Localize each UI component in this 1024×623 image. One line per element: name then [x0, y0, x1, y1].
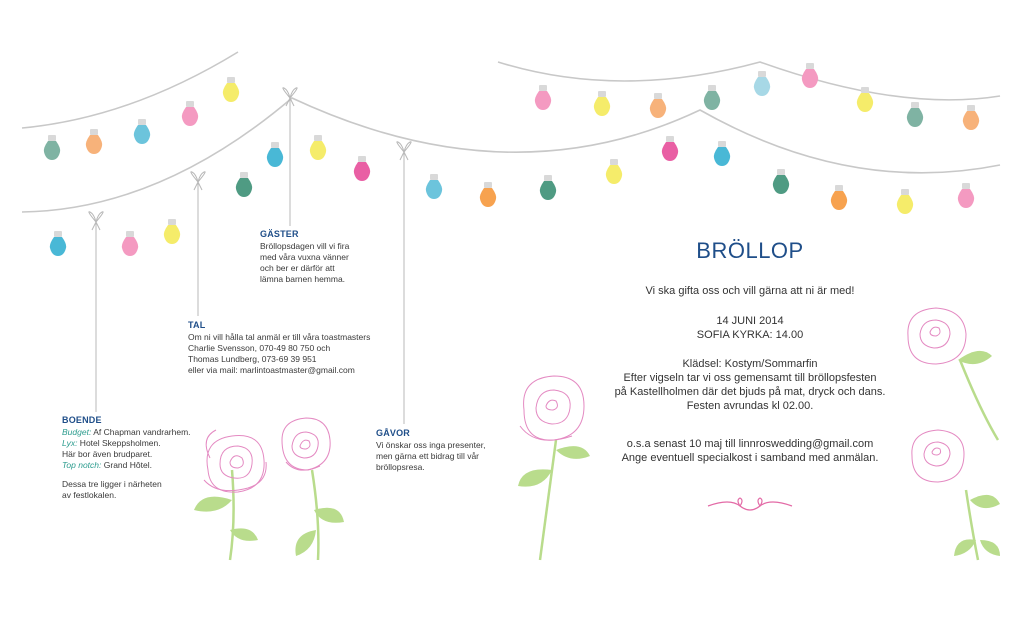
light-bulb — [134, 119, 150, 144]
wedding-date: 14 JUNI 2014 — [716, 315, 784, 327]
light-bulb — [662, 136, 678, 161]
light-bulb — [44, 135, 60, 160]
accommodation-title: BOENDE — [62, 415, 102, 425]
light-bulb — [773, 169, 789, 194]
accommodation-label: Budget: — [62, 427, 92, 437]
light-bulb — [480, 182, 496, 207]
roses-right — [518, 308, 1000, 560]
gifts-line: Vi önskar oss inga presenter, — [376, 440, 486, 450]
accommodation-text: Af Chapman vandrarhem. — [91, 427, 191, 437]
roses-left — [194, 418, 344, 560]
rsvp-line: Ange eventuell specialkost i samband med anmälan. — [621, 452, 879, 464]
accommodation-item — [62, 449, 212, 460]
details-line: Klädsel: Kostym/Sommarfin — [682, 358, 818, 370]
light-bulb — [606, 159, 622, 184]
light-bulb — [897, 189, 913, 214]
speeches-line: Om ni vill hålla tal anmäl er till våra toastmasters — [188, 332, 371, 342]
light-bulb — [754, 71, 770, 96]
invitation-intro: Vi ska gifta oss och vill gärna att ni är med! — [645, 285, 855, 297]
accommodation-section — [62, 415, 212, 501]
light-bulb — [802, 63, 818, 88]
speeches-line: eller via mail: marlintoastmaster@gmail.com — [188, 365, 355, 375]
guests-line: Bröllopsdagen vill vi fira — [260, 241, 350, 251]
speeches-line: Thomas Lundberg, 073-69 39 951 — [188, 354, 317, 364]
accommodation-item — [62, 427, 212, 438]
gifts-line: bröllopsresa. — [376, 462, 425, 472]
light-bulb — [50, 231, 66, 256]
light-bulbs — [44, 63, 979, 256]
guests-line: med våra vuxna vänner — [260, 252, 349, 262]
light-bulb — [714, 141, 730, 166]
details-line: Efter vigseln tar vi oss gemensamt till bröllopsfesten — [623, 372, 877, 384]
light-bulb — [426, 174, 442, 199]
light-bulb — [236, 172, 252, 197]
light-bulb — [958, 183, 974, 208]
light-bulb — [182, 101, 198, 126]
light-bulb — [535, 85, 551, 110]
light-strings — [22, 52, 1000, 212]
flourish-divider — [708, 498, 792, 510]
rsvp-line: o.s.a senast 10 maj till linnroswedding@gmail.com — [626, 438, 874, 450]
light-bulb — [310, 135, 326, 160]
light-bulb — [831, 185, 847, 210]
invitation-rsvp — [580, 437, 920, 465]
accommodation-item — [62, 438, 212, 449]
guests-line: lämna barnen hemma. — [260, 274, 346, 284]
speeches-line: Charlie Svensson, 070-49 80 750 och — [188, 343, 331, 353]
light-bulb — [540, 175, 556, 200]
light-bulb — [704, 85, 720, 110]
accommodation-text: Grand Hôtel. — [101, 460, 152, 470]
light-bulb — [223, 77, 239, 102]
speeches-section — [188, 320, 388, 376]
light-bulb — [650, 93, 666, 118]
accommodation-text: Hotel Skeppsholmen. — [77, 438, 161, 448]
invitation-details — [580, 357, 920, 413]
accommodation-note: Dessa tre ligger i närheten — [62, 479, 162, 489]
accommodation-label: Lyx: — [62, 438, 78, 448]
light-bulb — [164, 219, 180, 244]
guests-section — [260, 229, 400, 285]
accommodation-item — [62, 460, 212, 471]
invitation-date-block — [600, 314, 900, 342]
light-bulb — [907, 102, 923, 127]
invitation-title: BRÖLLOP — [696, 238, 804, 263]
guests-line: och ber er därför att — [260, 263, 335, 273]
light-bulb — [267, 142, 283, 167]
guests-title: GÄSTER — [260, 229, 299, 239]
gifts-section — [376, 428, 488, 473]
details-line: Festen avrundas kl 02.00. — [686, 400, 814, 412]
accommodation-note: av festlokalen. — [62, 490, 117, 500]
light-bulb — [594, 91, 610, 116]
gifts-title: GÅVOR — [376, 428, 411, 438]
details-line: på Kastellholmen där det bjuds på mat, dryck och dans. — [614, 386, 886, 398]
light-bulb — [122, 231, 138, 256]
speeches-title: TAL — [188, 320, 206, 330]
light-bulb — [86, 129, 102, 154]
accommodation-label: Top notch: — [62, 460, 102, 470]
gifts-line: men gärna ett bidrag till vår — [376, 451, 479, 461]
light-bulb — [963, 105, 979, 130]
wedding-church: SOFIA KYRKA: 14.00 — [696, 329, 804, 341]
light-bulb — [354, 156, 370, 181]
accommodation-text: Här bor även brudparet. — [62, 449, 153, 459]
